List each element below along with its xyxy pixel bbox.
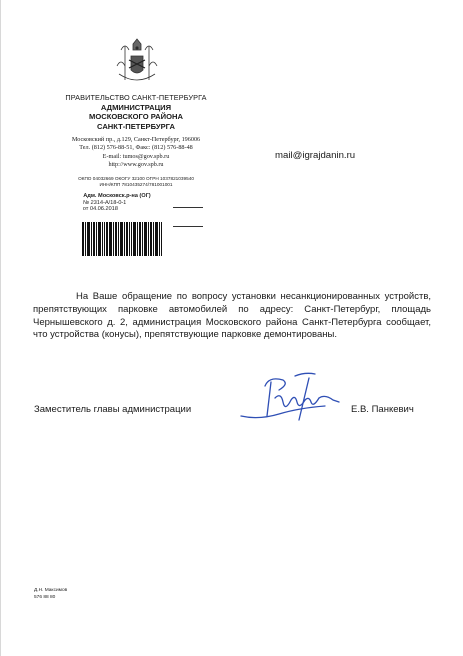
administration-line: АДМИНИСТРАЦИЯ bbox=[100, 103, 172, 112]
administration-line: САНКТ-ПЕТЕРБУРГА bbox=[97, 121, 175, 131]
codes-line: ОКПО 04032669 ОКОГУ 32100 ОГРН 1037821039540 bbox=[78, 176, 194, 181]
address-line: Московский пр., д.129, Санкт-Петербург, 196006 bbox=[71, 136, 201, 143]
recipient-email: mail@igrajdanin.ru bbox=[275, 150, 356, 161]
blank-line bbox=[173, 207, 203, 208]
codes-line: ИНН/КПП 7810435274/781001001 bbox=[99, 182, 173, 188]
stamp-number: № 2314-А/18-0-1 bbox=[82, 199, 127, 206]
registration-codes bbox=[41, 176, 231, 189]
coat-of-arms-icon bbox=[111, 36, 163, 88]
executor-name: Д.Н. Максимов bbox=[34, 588, 68, 593]
executor-phone: 576 88 80 bbox=[34, 594, 56, 600]
stamp-line: Адм. Московск.р-на (ОГ) bbox=[83, 193, 151, 199]
address-block bbox=[41, 136, 231, 170]
email-line: E-mail: tumos@gov.spb.ru bbox=[102, 152, 170, 160]
website-line: http://www.gov.spb.ru bbox=[108, 161, 164, 169]
handwritten-signature bbox=[239, 372, 343, 426]
blank-line bbox=[173, 226, 203, 227]
signatory-position: Заместитель главы администрации bbox=[34, 404, 192, 415]
stamp-date: от 04.06.2018 bbox=[82, 206, 118, 213]
registration-stamp bbox=[83, 193, 162, 213]
letter-body: На Ваше обращение по вопросу установки несанкционированных устройств, препятствующих парковке автомобилей по адресу: Санкт-Петербург, площадь Чернышевского д. 2, администрация Московского района Санкт-Петербурга сообщает, что устройства (конусы), препятствующие парковке демонтированы. bbox=[33, 291, 431, 341]
barcode bbox=[82, 222, 162, 256]
administration-name bbox=[41, 103, 231, 131]
government-title: ПРАВИТЕЛЬСТВО САНКТ-ПЕТЕРБУРГА bbox=[65, 93, 207, 102]
executor-info bbox=[34, 588, 67, 601]
phone-fax-line: Тел. (812) 576-88-51, Факс: (812) 576-88-48 bbox=[79, 144, 193, 152]
administration-line: МОСКОВСКОГО РАЙОНА bbox=[89, 112, 183, 122]
signatory-name: Е.В. Панкевич bbox=[351, 404, 414, 415]
